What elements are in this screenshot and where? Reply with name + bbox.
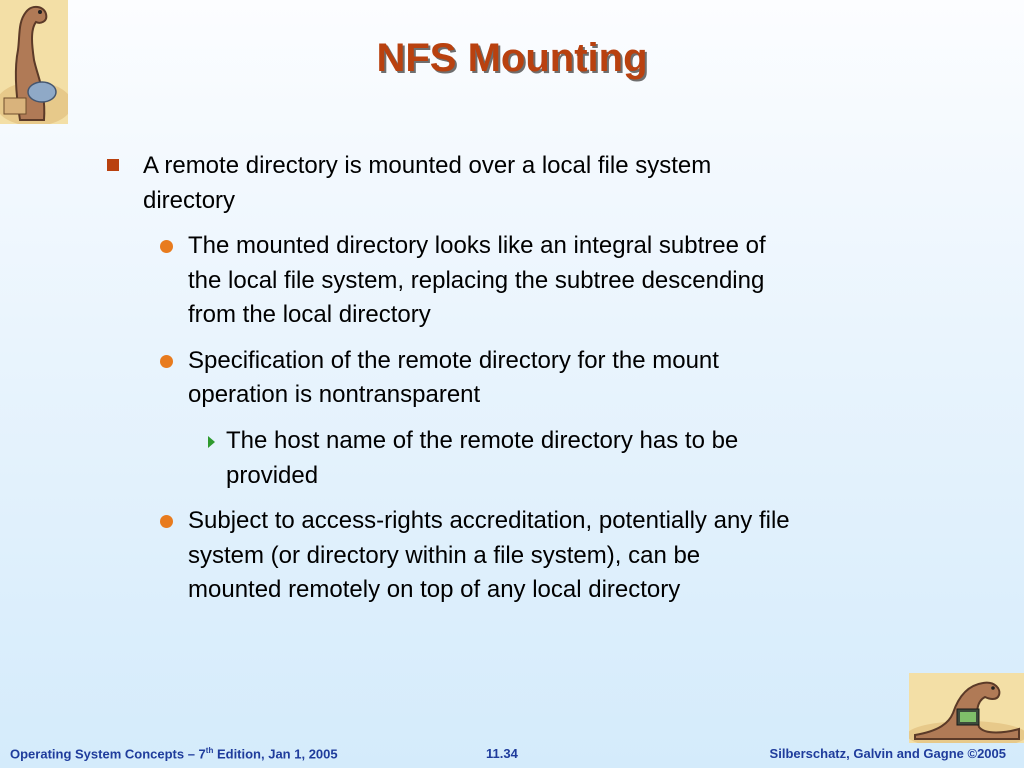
square-bullet-icon bbox=[107, 159, 119, 171]
circle-bullet-icon bbox=[160, 515, 173, 528]
dinosaur-laptop-logo-icon bbox=[909, 673, 1024, 743]
slide-number: 11.34 bbox=[486, 746, 518, 761]
sub-sub-bullet-text: provided bbox=[226, 462, 319, 489]
circle-bullet-icon bbox=[160, 240, 173, 253]
sub-bullet-text: mounted remotely on top of any local directory bbox=[188, 576, 681, 603]
sub-sub-bullet-text: The host name of the remote directory has to be bbox=[226, 427, 739, 454]
slide-title: NFS Mounting bbox=[376, 36, 648, 80]
footer-authors: Silberschatz, Galvin and Gagne ©2005 bbox=[769, 746, 1006, 761]
bullet-text: directory bbox=[143, 187, 236, 214]
sub-bullet-text: The mounted directory looks like an integral subtree of bbox=[188, 232, 766, 259]
sub-bullet-text: Subject to access-rights accreditation, potentially any file bbox=[188, 507, 790, 534]
sub-bullet-text: Specification of the remote directory for the mount bbox=[188, 347, 719, 374]
sub-bullet-text: the local file system, replacing the subtree descending bbox=[188, 267, 765, 294]
circle-bullet-icon bbox=[160, 355, 173, 368]
footer-book-title-prefix: Operating System Concepts – 7 bbox=[10, 746, 206, 762]
sub-bullet-text: from the local directory bbox=[188, 301, 431, 328]
sub-bullet-text: operation is nontransparent bbox=[188, 381, 481, 408]
footer-book-title bbox=[10, 746, 338, 761]
bullet-text: A remote directory is mounted over a local file system bbox=[143, 152, 712, 179]
footer-book-title-sup: th bbox=[205, 746, 214, 755]
triangle-bullet-icon bbox=[208, 436, 215, 448]
sub-bullet-text: system (or directory within a file system), can be bbox=[188, 542, 701, 569]
footer-book-title-suffix: Edition, Jan 1, 2005 bbox=[213, 746, 338, 762]
